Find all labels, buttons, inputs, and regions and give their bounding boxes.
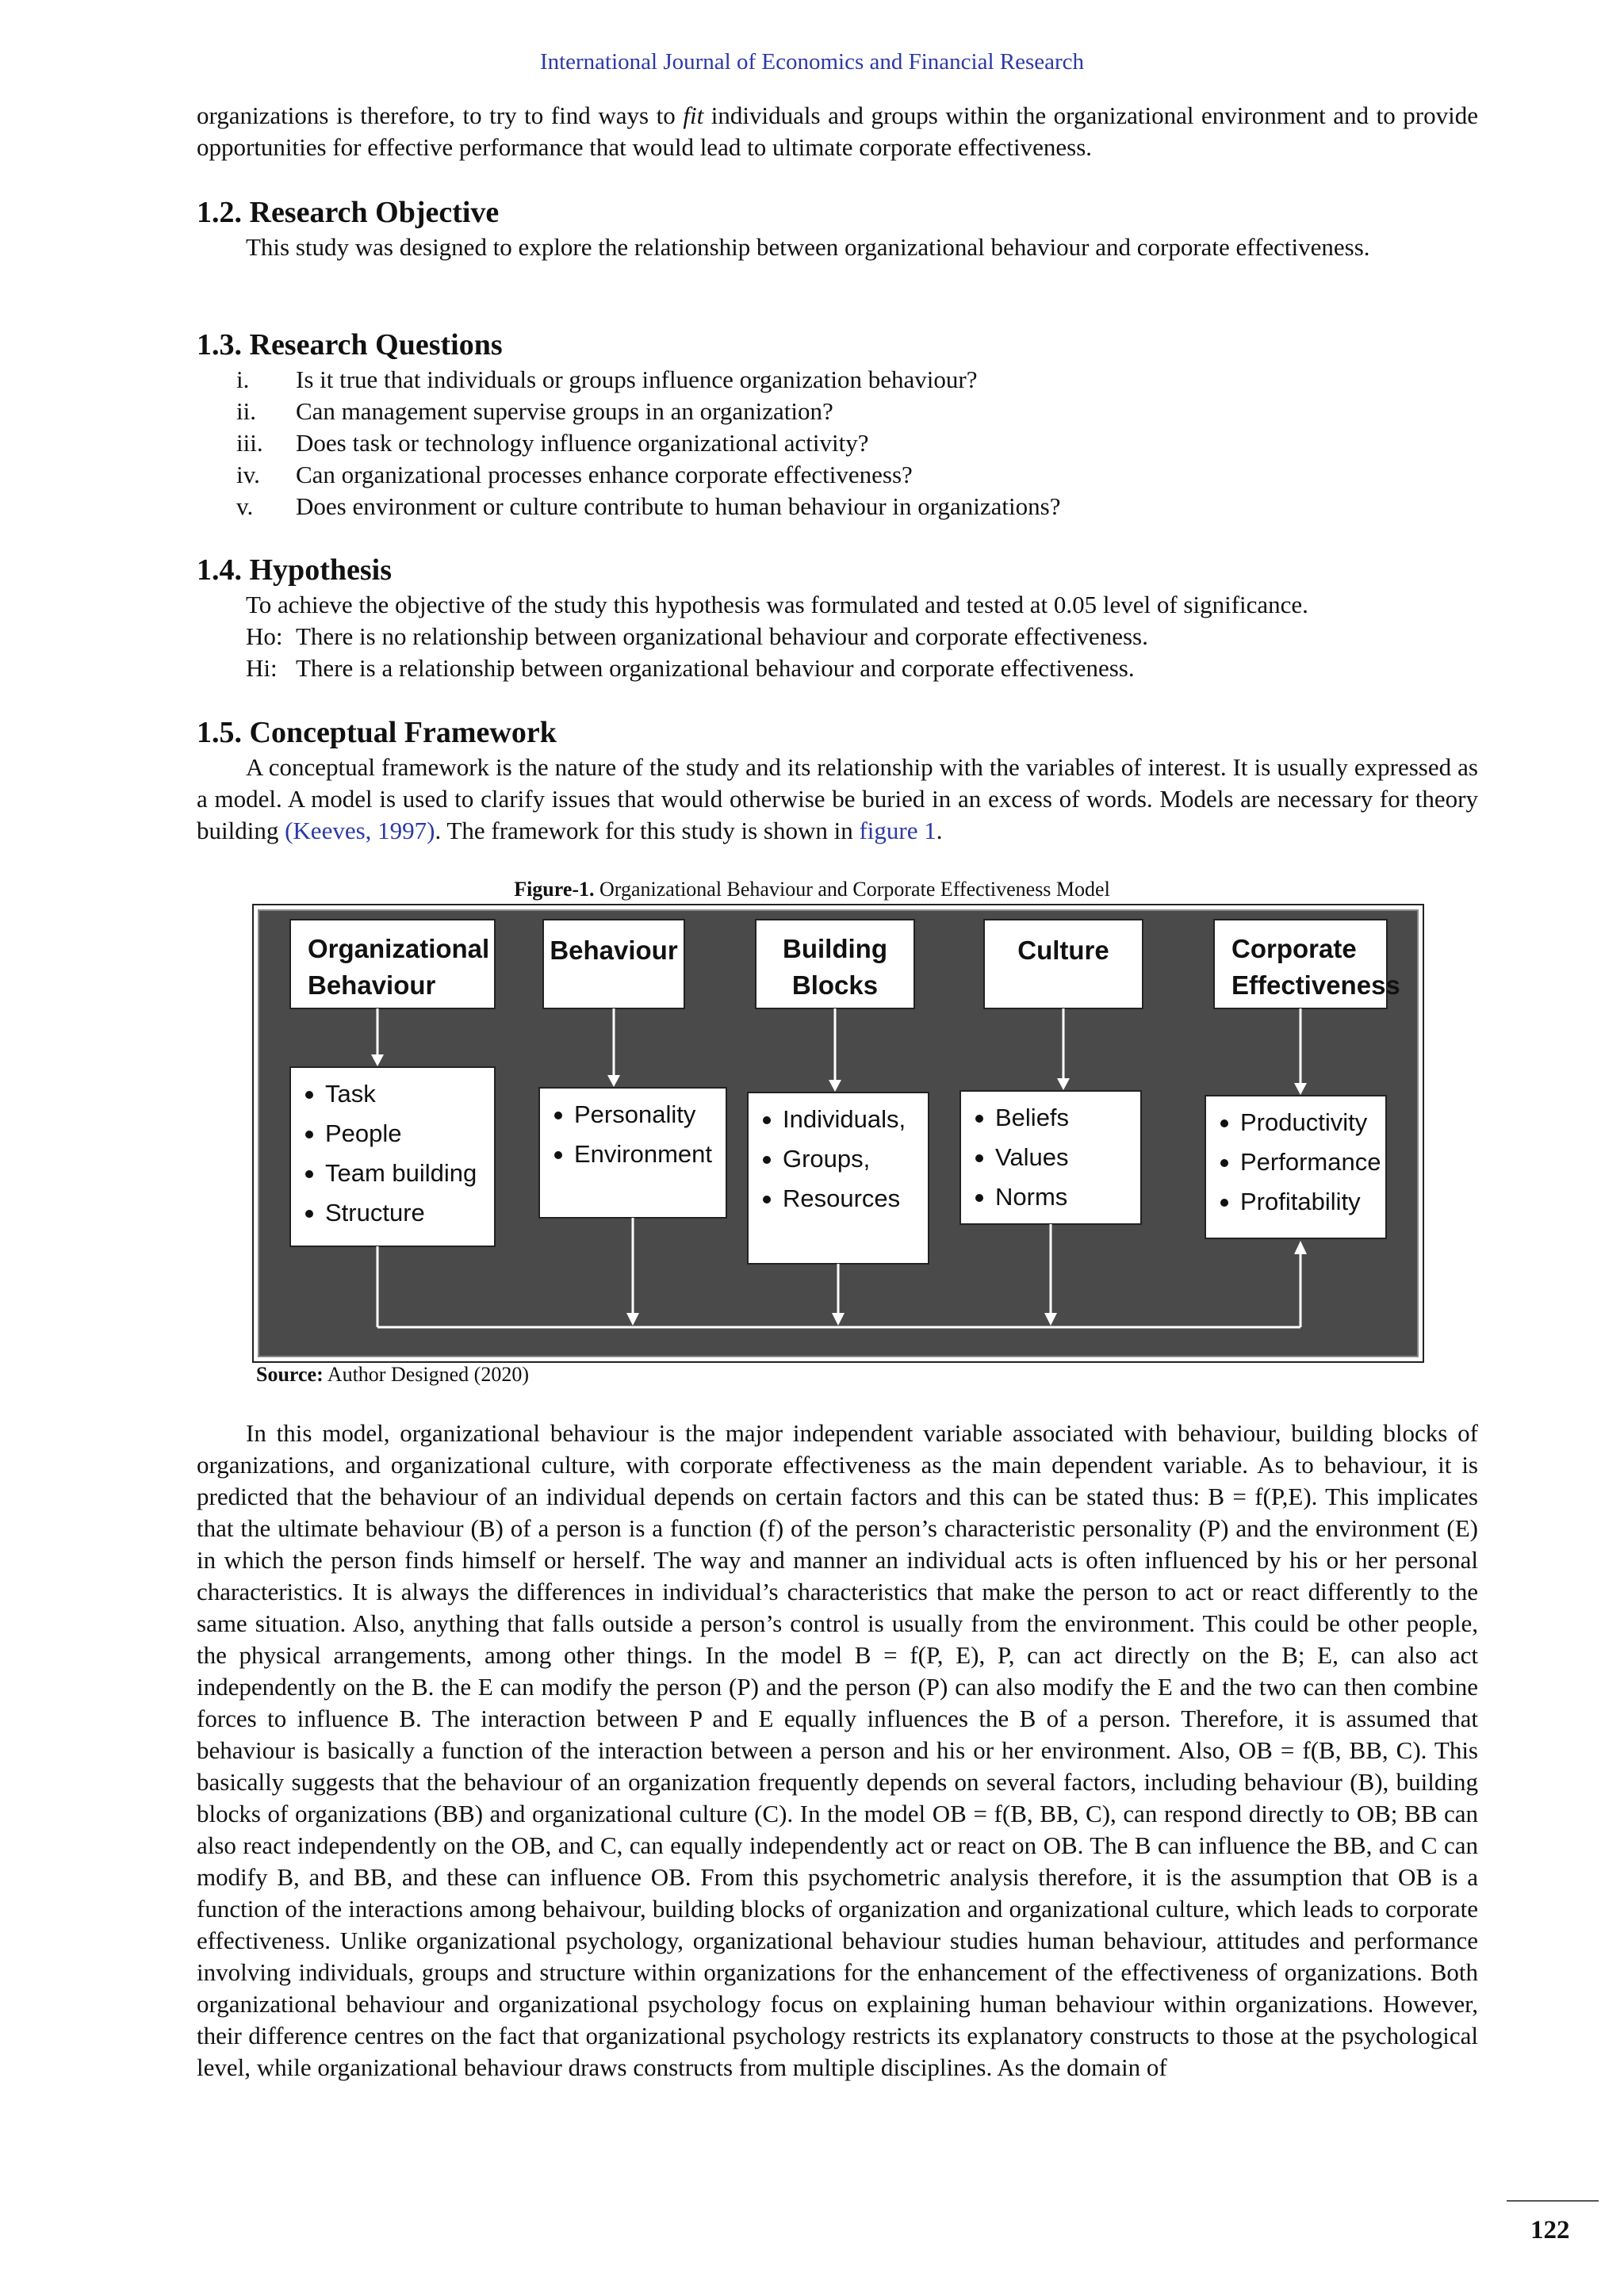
diagram-title-text: Blocks: [791, 970, 879, 1000]
diagram-title-text: Organizational: [308, 934, 490, 963]
page-number: 122: [1530, 2216, 1570, 2244]
diagram-item-text: Individuals,: [783, 1105, 906, 1133]
diagram-title-text: Behaviour: [550, 936, 678, 965]
diagram-item-text: Personality: [574, 1100, 696, 1128]
diagram-item-text: Beliefs: [995, 1104, 1070, 1131]
diagram-item-text: Team building: [325, 1159, 477, 1187]
diagram-canvas: [254, 905, 1423, 1361]
diagram-bullet: [763, 1196, 771, 1203]
diagram-bullet: [305, 1131, 313, 1138]
diagram-title-text: Effectiveness: [1231, 970, 1400, 1000]
diagram-bullet: [975, 1115, 983, 1123]
diagram-item-text: Productivity: [1240, 1108, 1368, 1136]
diagram-bullet: [1220, 1159, 1228, 1167]
section-heading-objective: 1.2. Research Objective: [197, 196, 500, 229]
figure-caption: Figure-1. Organizational Behaviour and Corporate Effectiveness Model: [514, 878, 1110, 901]
journal-header: International Journal of Economics and Financial Research: [539, 49, 1085, 75]
hypothesis-block: [246, 589, 1308, 684]
section-heading-questions: 1.3. Research Questions: [197, 328, 503, 362]
diagram-item-text: Values: [995, 1143, 1069, 1171]
diagram-title-text: Behaviour: [308, 970, 436, 1000]
diagram-bullet: [554, 1151, 562, 1159]
framework-diagram: [252, 904, 1424, 1363]
diagram-bullet: [305, 1091, 313, 1099]
diagram-item-text: Performance: [1240, 1148, 1381, 1176]
figure-source: Source: Author Designed (2020): [256, 1363, 529, 1386]
diagram-bullet: [763, 1156, 771, 1164]
body-paragraph: In this model, organizational behaviour is the major independent variable associated with behaviour, building blocks of organizations, and organizational culture, with corporate effectiveness as the main dependent variable. As to behaviour, it is predicted that the behaviour of an individual depends on certain factors and this can be stated thus: B = f(P,E). This implicates that the ultimate behaviour (B) of a person is a function (f) of the person’s characteristic personality (P) and the environment (E) in which the person finds himself or herself. The way and manner an individual acts is often influenced by his or her personal characteristics. It is always the differences in individual’s characteristics that make the person to act or react differently to the same situation. Also, anything that falls outside a person’s control is usually from the environment. This could be other people, the physical arrangements, among other things. In the model B = f(P, E), P, can act directly on the B; E, can also act independently on the B. the E can modify the person (P) and the person (P) can also modify the E and the two can then combine forces to influence B. The interaction between P and E equally influences the B of a person. Therefore, it is assumed that behaviour is basically a function of the interaction between a person and his or her environment. Also, OB = f(B, BB, C). This basically suggests that the behaviour of an organization frequently depends on several factors, including behaviour (B), building blocks of organizations (BB) and organizational culture (C). In the model OB = f(B, BB, C), can respond directly to OB; BB can also react independently on the OB, and C, can equally independently act or react on OB. The B can influence the BB, and C can modify B, and BB, and these can influence OB. From this psychometric analysis therefore, it is the assumption that OB is a function of the interactions among behaivour, building blocks of organization and organizational culture, which leads to corporate effectiveness. Unlike organizational psychology, organizational behaviour studies human behaviour, attitudes and performance involving individuals, groups and structure within organizations for the enhancement of the effectiveness of organizations. Both organizational behaviour and organizational psychology focus on explaining human behaviour within organizations. However, their difference centres on the fact that organizational psychology restricts its explanatory constructs to those at the psychological level, while organizational behaviour draws constructs from multiple disciplines. As the domain of: [197, 1419, 1478, 2081]
section-heading-hypothesis: 1.4. Hypothesis: [197, 553, 392, 587]
diagram-title-text: Corporate: [1231, 934, 1357, 963]
footer-rule: [1507, 2200, 1599, 2202]
objective-paragraph: This study was designed to explore the relationship between organizational behaviour and corporate effectiveness.: [246, 233, 1370, 261]
figure-reference-link[interactable]: figure 1: [859, 817, 936, 844]
citation-link-keeves[interactable]: (Keeves, 1997): [285, 817, 435, 844]
diagram-item-text: Norms: [995, 1183, 1068, 1211]
diagram-bullet: [1220, 1119, 1228, 1127]
hypothesis-alternative: Hi: There is a relationship between organizational behaviour and corporate effectiveness.: [246, 654, 1135, 682]
diagram-item-text: Resources: [783, 1184, 901, 1212]
diagram-item-text: Task: [325, 1080, 376, 1108]
diagram-title-text: Culture: [1017, 936, 1109, 965]
intro-paragraph: organizations is therefore, to try to find ways to fit individuals and groups within the organizational environment and to provide opportunities for effective performance that would lead to ultimate corporate effectiveness.: [197, 101, 1478, 161]
diagram-bullet: [305, 1210, 313, 1218]
diagram-bullet: [975, 1194, 983, 1202]
hypothesis-intro: To achieve the objective of the study this hypothesis was formulated and tested at 0.05 level of significance.: [246, 591, 1308, 618]
diagram-bullet: [305, 1170, 313, 1178]
fit-emphasis: fit: [683, 101, 704, 129]
diagram-title-text: Building: [783, 934, 887, 963]
diagram-item-text: Environment: [574, 1140, 713, 1168]
diagram-item-text: Structure: [325, 1199, 425, 1226]
diagram-item-text: Profitability: [1240, 1188, 1361, 1215]
diagram-bullet: [1220, 1199, 1228, 1207]
diagram-item-text: People: [325, 1119, 402, 1147]
diagram-bullet: [975, 1154, 983, 1162]
diagram-item-text: Groups,: [783, 1145, 871, 1173]
diagram-bullet: [763, 1116, 771, 1124]
framework-paragraph: A conceptual framework is the nature of the study and its relationship with the variables of interest. It is usually expressed as a model. A model is used to clarify issues that would otherwise be buried in an excess of words. Models are necessary for theory building (Keeves, 1997). The framework for this study is shown in figure 1.: [197, 753, 1478, 844]
hypothesis-null: Ho: There is no relationship between organizational behaviour and corporate effectiveness.: [246, 622, 1148, 650]
section-heading-framework: 1.5. Conceptual Framework: [197, 716, 557, 749]
diagram-bullet: [554, 1112, 562, 1119]
